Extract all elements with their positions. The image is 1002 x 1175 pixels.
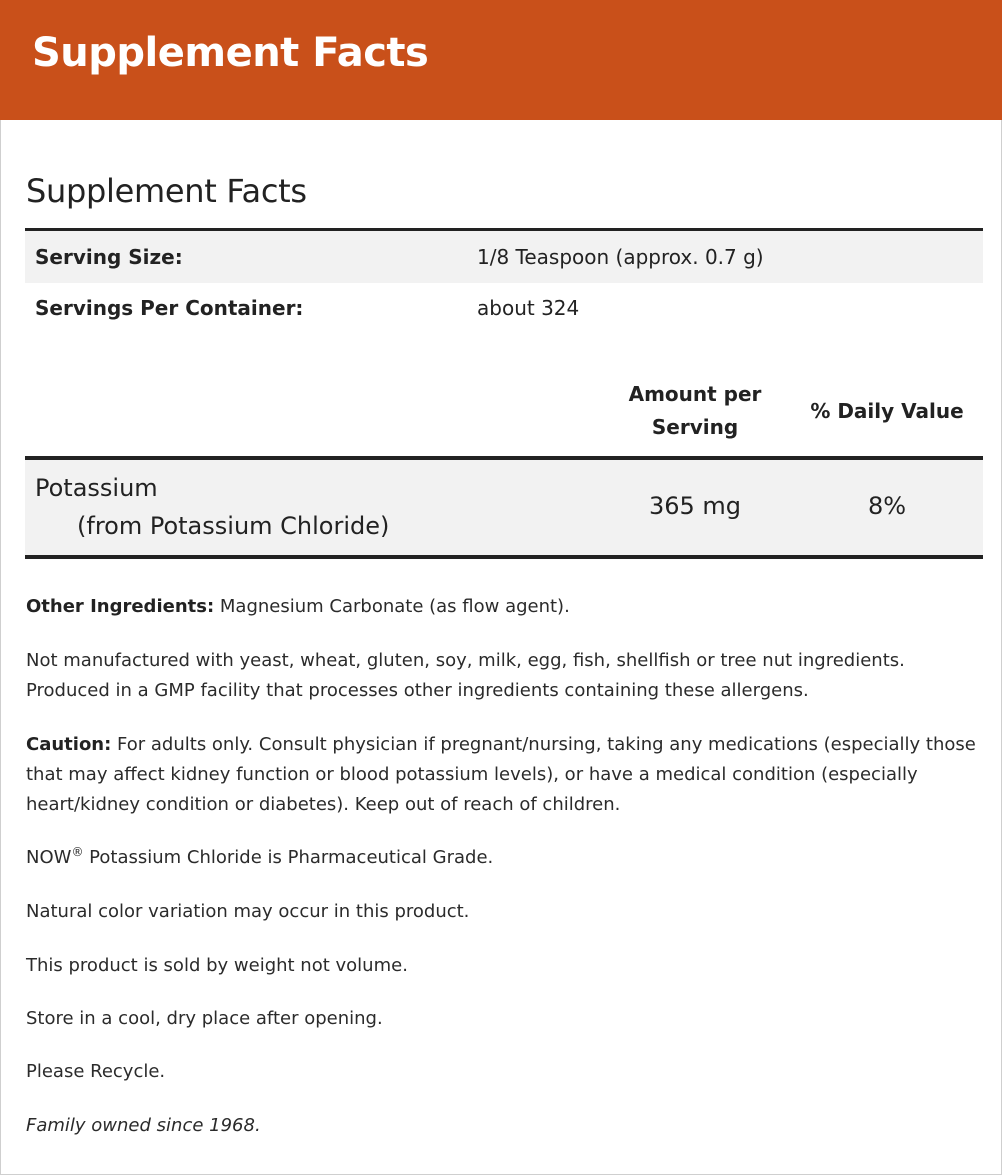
daily-value-header: % Daily Value <box>810 399 964 423</box>
family-owned-note: Family owned since 1968. <box>26 1115 261 1136</box>
servings-per-container-label: Servings Per Container: <box>35 296 304 320</box>
caution-label: Caution: <box>26 734 112 755</box>
other-ingredients-text: Magnesium Carbonate (as flow agent). <box>214 596 570 617</box>
header-title: Supplement Facts <box>32 30 429 76</box>
caution-statement <box>26 730 976 820</box>
allergen-statement <box>26 646 976 706</box>
recycle-note: Please Recycle. <box>26 1061 166 1082</box>
weight-note: This product is sold by weight not volume. <box>26 955 408 976</box>
serving-size-value: 1/8 Teaspoon (approx. 0.7 g) <box>477 245 764 269</box>
servings-per-container-value: about 324 <box>477 296 580 320</box>
storage-note: Store in a cool, dry place after opening. <box>26 1008 383 1029</box>
other-ingredients <box>26 592 976 622</box>
allergen-line-1: Not manufactured with yeast, wheat, gluten, soy, milk, egg, fish, shellfish or tree nut ingredients. <box>26 650 905 671</box>
grade-brand: NOW <box>26 847 72 868</box>
caution-line-2: that may affect kidney function or blood potassium levels), or have a medical condition (especially <box>26 764 918 785</box>
section-header <box>0 0 1002 120</box>
nutrient-name: Potassium <box>35 474 158 502</box>
amount-header-line1: Amount per <box>628 382 762 406</box>
registered-mark: ® <box>71 845 84 859</box>
pharmaceutical-grade-note <box>26 843 976 873</box>
serving-size-label: Serving Size: <box>35 245 183 269</box>
color-variation-note: Natural color variation may occur in this product. <box>26 901 470 922</box>
caution-line-3: heart/kidney condition or diabetes). Keep out of reach of children. <box>26 794 621 815</box>
caution-line-1: For adults only. Consult physician if pregnant/nursing, taking any medications (especially those <box>111 734 976 755</box>
nutrient-daily-value: 8% <box>867 492 907 520</box>
other-ingredients-label: Other Ingredients: <box>26 596 215 617</box>
bottom-rule <box>25 555 983 559</box>
allergen-line-2: Produced in a GMP facility that processes other ingredients containing these allergens. <box>26 680 809 701</box>
grade-text: Potassium Chloride is Pharmaceutical Grade. <box>83 847 494 868</box>
facts-title: Supplement Facts <box>26 172 307 210</box>
nutrient-source: (from Potassium Chloride) <box>77 512 390 540</box>
amount-header-line2: Serving <box>651 415 739 439</box>
nutrient-amount: 365 mg <box>648 492 742 520</box>
amount-per-serving-header <box>600 378 790 444</box>
